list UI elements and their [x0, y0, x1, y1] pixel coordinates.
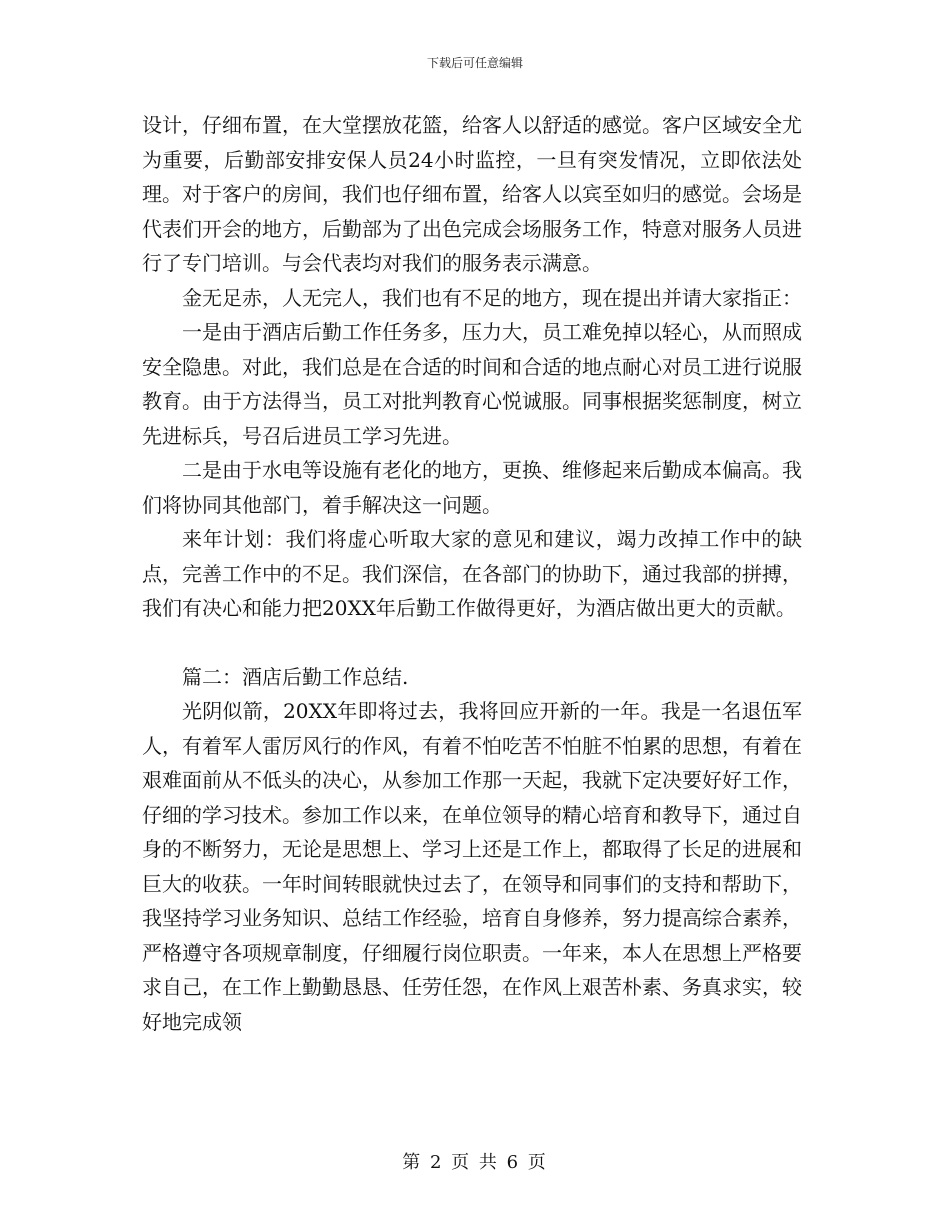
page-footer: 第 2 页 共 6 页	[402, 1152, 548, 1173]
page-header: 下载后可任意编辑	[426, 56, 523, 70]
paragraph-next-year-plan: 来年计划：我们将虚心听取大家的意见和建议，竭力改掉工作中的缺点，完善工作中的不足。我们深信，在各部门的协助下，通过我部的拼搏，我们有决心和能力把20XX年后勤工作做得更好，为酒店做出更大的贡献。	[142, 527, 802, 620]
document-body	[142, 108, 802, 1039]
paragraph-point-one: 一是由于酒店后勤工作任务多，压力大，员工难免掉以轻心，从而照成安全隐患。对此，我们总是在合适的时间和合适的地点耐心对员工进行说服教育。由于方法得当，员工对批判教育心悦诚服。同事根据奖惩制度，树立先进标兵，号召后进员工学习先进。	[142, 320, 802, 448]
paragraph-continued: 设计，仔细布置，在大堂摆放花篮，给客人以舒适的感觉。客户区域安全尤为重要，后勤部安排安保人员24小时监控，一旦有突发情况，立即依法处理。对于客户的房间，我们也仔细布置，给客人以宾至如归的感觉。会场是代表们开会的地方，后勤部为了出色完成会场服务工作，特意对服务人员进行了专门培训。与会代表均对我们的服务表示满意。	[142, 113, 802, 275]
paragraph-shortcomings-intro: 金无足赤，人无完人，我们也有不足的地方，现在提出并请大家指正：	[182, 285, 802, 310]
paragraph-section-two: 光阴似箭，20XX年即将过去，我将回应开新的一年。我是一名退伍军人，有着军人雷厉风行的作风，有着不怕吃苦不怕脏不怕累的思想，有着在艰难面前从不低头的决心，从参加工作那一天起，我就下定决要好好工作，仔细的学习技术。参加工作以来，在单位领导的精心培育和教导下，通过自身的不断努力，无论是思想上、学习上还是工作上，都取得了长足的进展和巨大的收获。一年时间转眼就快过去了，在领导和同事们的支持和帮助下，我坚持学习业务知识、总结工作经验，培育自身修养，努力提高综合素养，严格遵守各项规章制度，仔细履行岗位职责。一年来，本人在思想上严格要求自己，在工作上勤勤恳恳、任劳任怨，在作风上艰苦朴素、务真求实，较好地完成领	[142, 699, 802, 1034]
paragraph-point-two: 二是由于水电等设施有老化的地方，更换、维修起来后勤成本偏高。我们将协同其他部门，着手解决这一问题。	[142, 458, 802, 517]
section-title: 篇二：酒店后勤工作总结.	[182, 664, 409, 689]
